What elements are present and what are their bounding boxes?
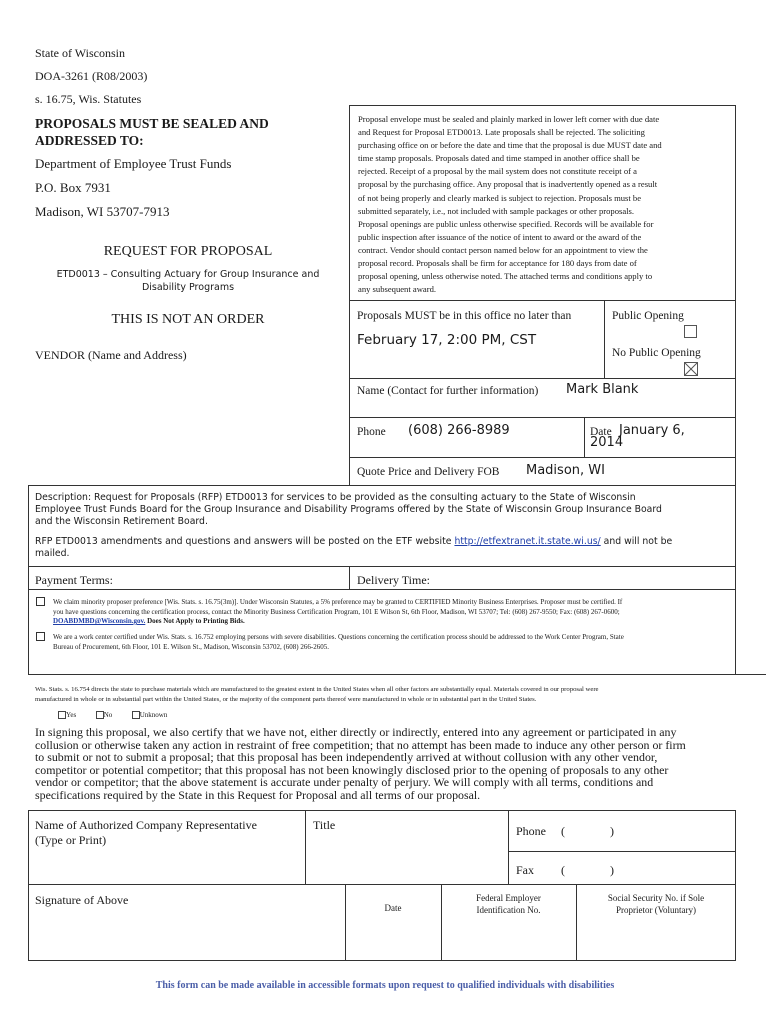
contact-box xyxy=(349,378,736,418)
us-made-unknown[interactable] xyxy=(132,711,168,719)
amendments-text xyxy=(35,536,733,560)
fein-label xyxy=(441,893,576,916)
instructions-line: of not being properly and clearly marked is subject to rejection. Proposals must be xyxy=(358,192,642,203)
rep-name-field[interactable] xyxy=(30,850,300,880)
public-opening-checkbox[interactable] xyxy=(684,325,697,338)
certification-line: vendor or competitor; that the above statement is accurate under penalty of perjury. We will comply with all terms, conditions and xyxy=(35,775,654,789)
description-line1: Description: Request for Proposals (RFP) ETD0013 for services to be provided as the consulting actuary to the State of Wisconsin xyxy=(35,492,636,503)
due-date-value[interactable]: February 17, 2:00 PM, CST xyxy=(357,332,537,348)
amendments-suffix: and will not be xyxy=(600,536,673,547)
yes-label: Yes xyxy=(66,711,77,719)
description-text xyxy=(35,492,733,528)
fob-label: Quote Price and Delivery FOB xyxy=(357,466,500,478)
instructions-line: proposal opening, unless otherwise noted. The attached terms and conditions apply to xyxy=(358,271,653,282)
etf-website-link[interactable]: http://etfextranet.it.state.wi.us/ xyxy=(454,536,601,547)
instructions-line: rejected. Receipt of a proposal by the mail system does not constitute receipt of a xyxy=(358,166,637,177)
fax-field[interactable]: ( ) xyxy=(561,863,614,877)
unknown-label: Unknown xyxy=(139,711,168,719)
phone-date-divider xyxy=(584,417,585,458)
signature-label: Signature of Above xyxy=(35,893,129,907)
work-center-line1: We are a work center certified under Wis. Stats. s. 16.752 employing persons with severe disabilities. Questions concerning the certification process should be addressed to the Work Center Program, State xyxy=(53,633,624,641)
statute-reference: s. 16.75, Wis. Statutes xyxy=(35,92,142,106)
us-made-line2: manufactured in whole or in substantial part within the United States, or the majority of the component parts thereof were manufactured in whole or in substantial part in the United States. xyxy=(35,695,537,703)
certification-line: specifications required by the State in this Request for Proposal and all terms of our proposal. xyxy=(35,787,481,802)
unknown-checkbox[interactable] xyxy=(132,711,140,719)
minority-preference-text xyxy=(53,598,733,627)
rep-name-label-line1: Name of Authorized Company Representative xyxy=(35,818,257,832)
title-label: Title xyxy=(313,818,336,832)
instructions-line: proposal by the purchasing office. Any proposal that is inadvertently opened as a result xyxy=(358,179,658,190)
fein-label-line1: Federal Employer xyxy=(476,893,541,903)
rep-name-label xyxy=(35,818,257,848)
ssn-label xyxy=(576,893,736,916)
certification-line: competitor or potential competitor; that this proposal has not been knowingly disclosed prior to the opening of proposals to any other xyxy=(35,762,669,777)
us-made-yes[interactable] xyxy=(58,711,76,719)
no-checkbox[interactable] xyxy=(96,711,104,719)
date-field-label: Date xyxy=(384,903,402,913)
minority-line2: you have questions concerning the certification process, contact the Minority Business Certification Program, 101 E Wilson St, 6th Floor, Madison, WI 53707; Tel: (608) 267-9550; Fax: (608) 267-0600; xyxy=(53,607,620,616)
title-phone-divider xyxy=(508,810,509,884)
rfp-subtitle-line1: ETD0013 – Consulting Actuary for Group Insurance and xyxy=(56,269,320,280)
certification-paragraph xyxy=(35,726,735,801)
sealed-heading-line1: PROPOSALS MUST BE SEALED AND xyxy=(35,116,269,131)
instructions-line: any subsequent award. xyxy=(358,284,437,295)
address-line-3: Madison, WI 53707-7913 xyxy=(35,204,170,219)
rfp-subtitle xyxy=(35,269,341,294)
minority-line1: We claim minority proposer preference [Wis. Stats. s. 16.75(3m)]. Under Wisconsin Statutes, a 5% preference may be granted to CERTIFIED Minority Business Enterprises. Proposer must be certified. If xyxy=(53,598,623,606)
us-made-no[interactable] xyxy=(96,711,113,719)
rep-name-label-line2: (Type or Print) xyxy=(35,833,107,847)
accessibility-footer: This form can be made available in accessible formats upon request to qualified individuals with disabilities xyxy=(155,980,615,991)
certification-line: collusion or otherwise taken any action in restraint of free competition; that no attempt has been made to induce any other person or firm xyxy=(35,737,686,752)
work-center-checkbox[interactable] xyxy=(36,632,45,641)
instructions-line: and Request for Proposal ETD0013. Late proposals shall be rejected. The soliciting xyxy=(358,127,645,138)
certification-line: In signing this proposal, we also certify that we have not, either directly or indirectly, entered into any agreement or participated in any xyxy=(35,725,677,739)
minority-preference-checkbox[interactable] xyxy=(36,597,45,606)
preferences-divider xyxy=(28,674,766,675)
work-center-line2: Bureau of Procurement, 6th Floor, 101 E. Wilson St., Madison, Wisconsin 53702, (608) 266-2605. xyxy=(53,642,329,651)
instructions-text xyxy=(358,113,730,296)
contact-value[interactable]: Mark Blank xyxy=(566,382,639,397)
no-label: No xyxy=(103,711,113,719)
no-public-opening-checkbox[interactable] xyxy=(684,362,698,376)
address-line-2: P.O. Box 7931 xyxy=(35,180,111,195)
date-label: Date xyxy=(590,426,612,438)
phone-field[interactable]: ( ) xyxy=(561,824,614,838)
phone-fax-divider xyxy=(508,851,736,852)
due-label: Proposals MUST be in this office no later than xyxy=(357,310,572,322)
public-opening-label: Public Opening xyxy=(612,310,684,322)
date-value-line2[interactable]: 2014 xyxy=(590,435,624,450)
instructions-line: time stamp proposals. Proposals dated and time stamped in another office shall be xyxy=(358,153,640,164)
phone-field-label: Phone xyxy=(516,824,546,838)
due-date-divider xyxy=(604,300,605,379)
instructions-line: submitted separately, i.e., not included with sample packages or other proposals. xyxy=(358,205,635,216)
description-line3: and the Wisconsin Retirement Board. xyxy=(35,516,208,527)
ssn-label-line1: Social Security No. if Sole xyxy=(607,893,705,903)
instructions-line: purchasing office on or before the date and time that the proposal is due MUST date and xyxy=(358,140,662,151)
instructions-line: Proposal envelope must be sealed and plainly marked in lower left corner with due date xyxy=(358,114,660,124)
checkbox-x-icon xyxy=(684,362,698,376)
phone-value[interactable]: (608) 266-8989 xyxy=(408,423,510,438)
delivery-time-label: Delivery Time: xyxy=(357,573,431,587)
signature-date-divider xyxy=(345,884,346,961)
instructions-line: proposal record. Proposals shall be firm for acceptance for 180 days from date of xyxy=(358,258,637,269)
us-made-line1: Wis. Stats. s. 16.754 directs the state to purchase materials which are manufactured to the greatest extent in the United States when all other factors are substantially equal. Materials covered in our proposal were xyxy=(35,686,599,693)
instructions-line: public inspection after issuance of the notice of intent to award or the award of the xyxy=(358,231,642,242)
certification-line: to submit or not to submit a proposal; that this proposal has been independently arrived at without collusion with any other vendor, xyxy=(35,750,658,764)
sealed-heading xyxy=(35,115,269,149)
us-made-options xyxy=(58,710,167,720)
rep-title-divider xyxy=(305,810,306,884)
signature-field[interactable] xyxy=(30,912,342,958)
minority-note: Does Not Apply to Printing Bids. xyxy=(145,617,245,625)
instructions-box xyxy=(349,105,736,301)
instructions-line: contract. Vendor should contact person named below for an appointment to view the xyxy=(358,244,648,255)
fein-label-line2: Identification No. xyxy=(476,904,541,915)
amendments-line2: mailed. xyxy=(35,548,70,559)
description-line2: Employee Trust Funds Board for the Group Insurance and Disability Programs offered by the State of Wisconsin Group Insurance Board xyxy=(35,504,662,515)
address-line-1: Department of Employee Trust Funds xyxy=(35,156,232,171)
us-made-text xyxy=(35,685,735,704)
phone-label: Phone xyxy=(357,426,386,438)
payment-terms-label: Payment Terms: xyxy=(35,573,113,587)
fob-value[interactable]: Madison, WI xyxy=(526,463,605,478)
form-number: DOA-3261 (R08/2003) xyxy=(35,69,148,83)
ssn-label-line2: Proprietor (Voluntary) xyxy=(615,904,697,915)
yes-checkbox[interactable] xyxy=(58,711,66,719)
title-field[interactable] xyxy=(308,835,504,880)
rfp-subtitle-line2: Disability Programs xyxy=(141,281,235,293)
rfp-title: REQUEST FOR PROPOSAL xyxy=(103,244,273,259)
agency-name: State of Wisconsin xyxy=(35,46,125,60)
work-center-text xyxy=(53,633,733,652)
minority-email-link[interactable]: DOABDMBD@Wisconsin.gov. xyxy=(53,617,146,625)
instructions-line: Proposal openings are public unless otherwise specified. Records will be available for xyxy=(358,218,654,229)
signature-row-divider xyxy=(28,884,736,885)
date-value-line1[interactable]: January 6, xyxy=(619,423,685,438)
sealed-heading-line2: ADDRESSED TO: xyxy=(35,133,144,148)
contact-label: Name (Contact for further information) xyxy=(357,385,539,397)
not-an-order: THIS IS NOT AN ORDER xyxy=(111,312,265,327)
amendments-prefix: RFP ETD0013 amendments and questions and answers will be posted on the ETF website xyxy=(35,536,455,547)
no-public-opening-label: No Public Opening xyxy=(612,347,701,359)
vendor-label: VENDOR (Name and Address) xyxy=(35,348,187,362)
terms-divider xyxy=(349,566,350,590)
fax-field-label: Fax xyxy=(516,863,534,877)
